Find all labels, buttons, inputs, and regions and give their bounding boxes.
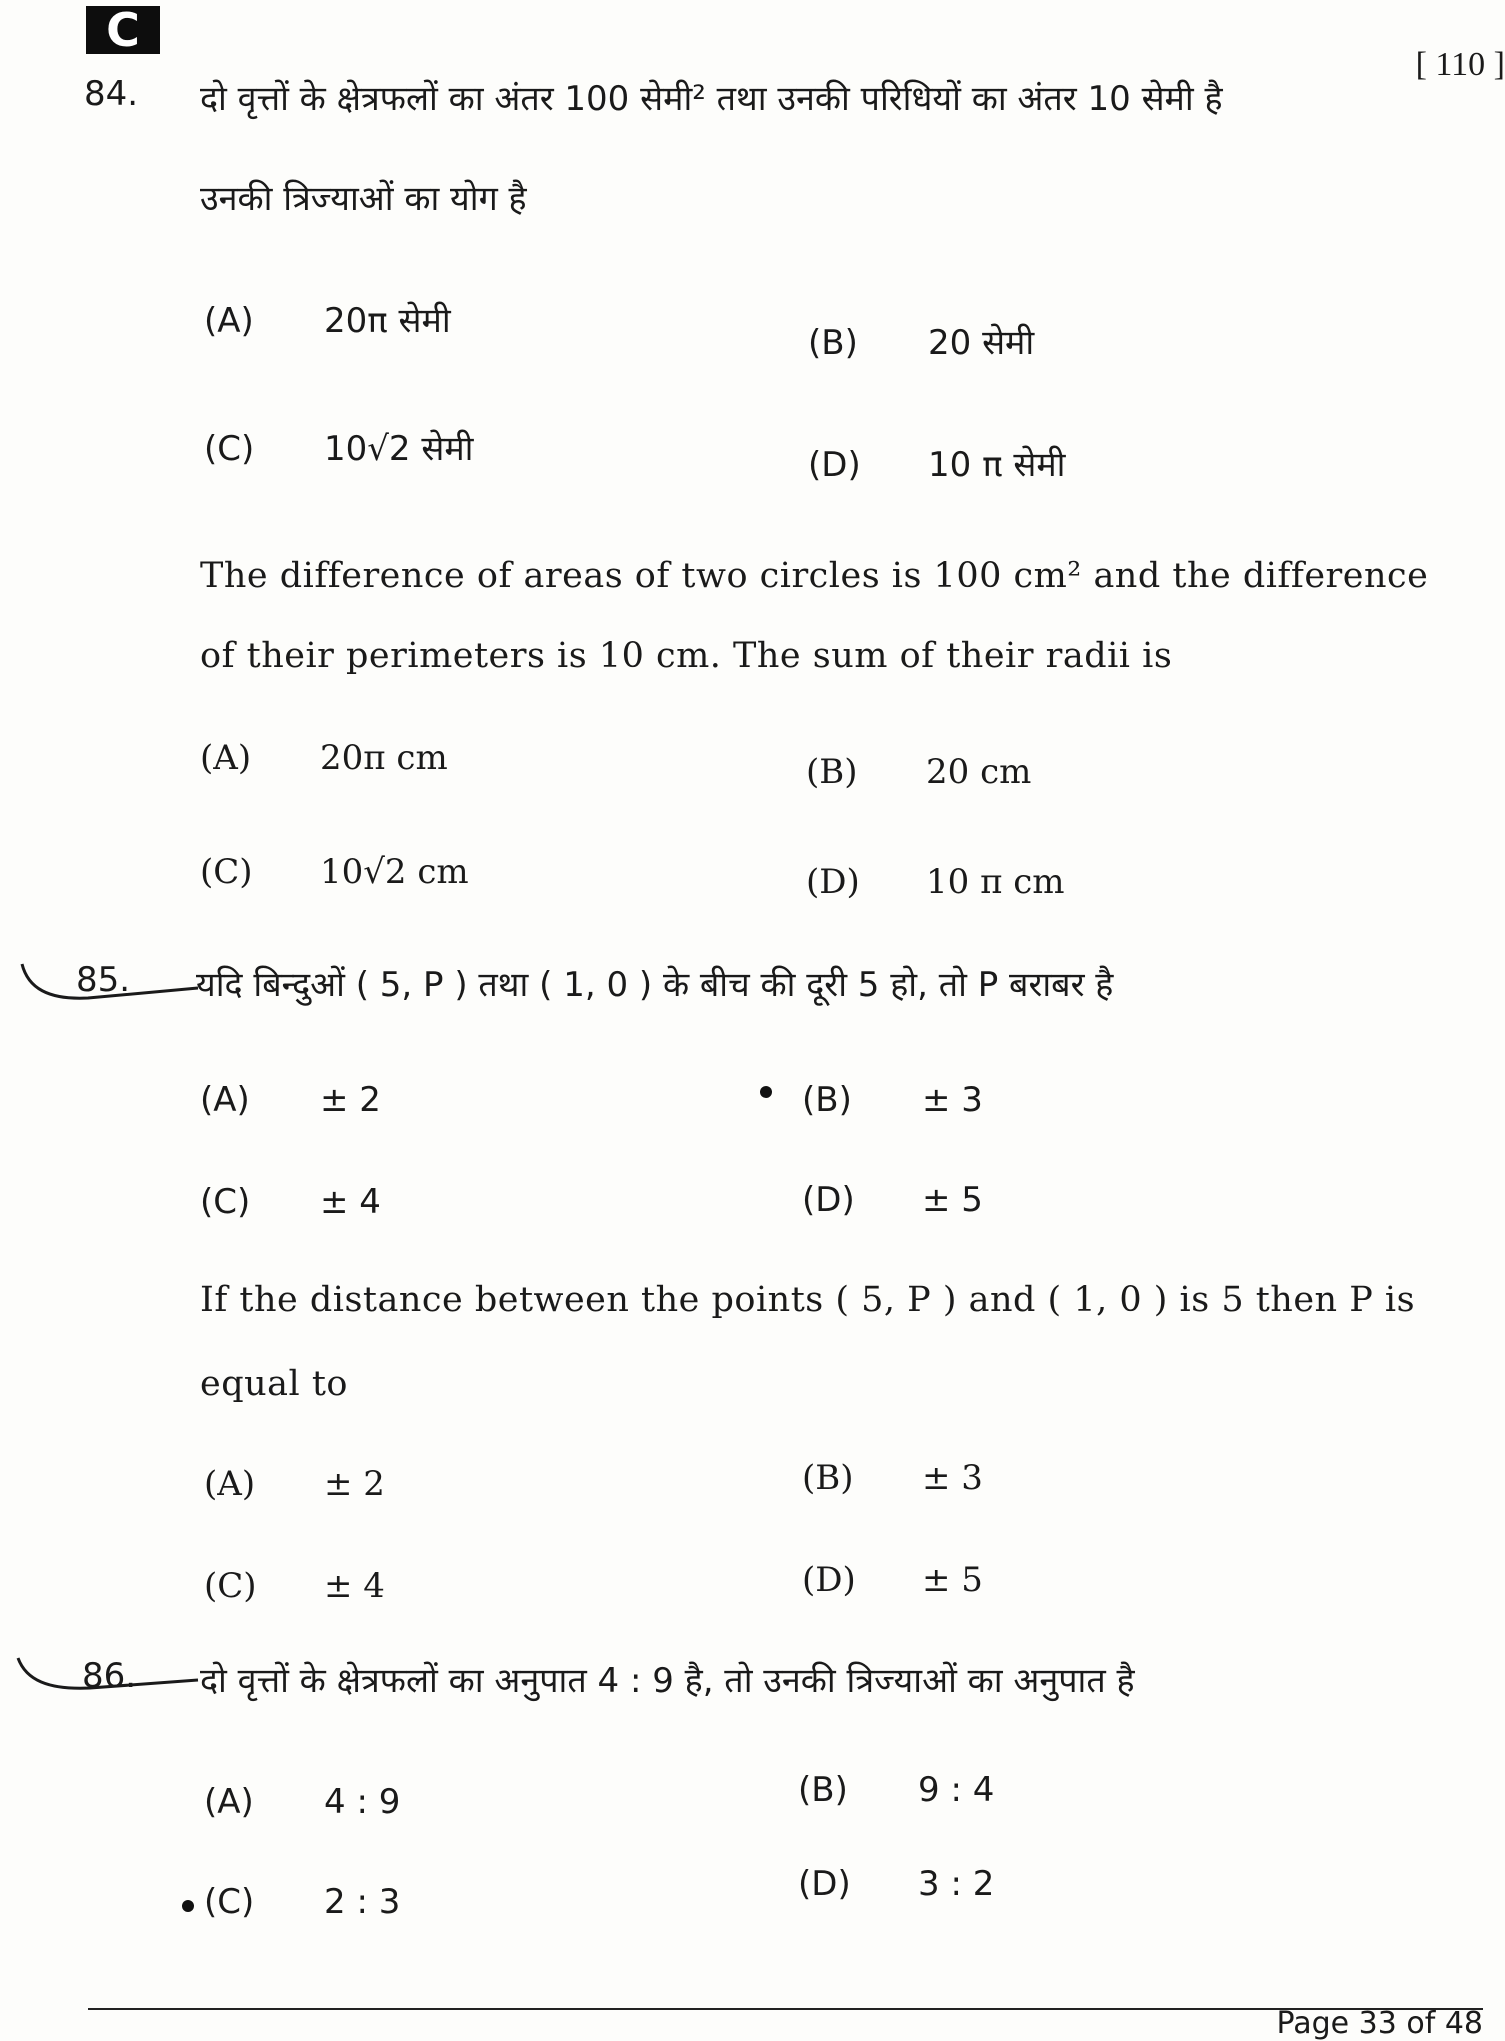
option-c[interactable]	[204, 1566, 385, 1606]
option-d[interactable]	[798, 1864, 994, 1904]
question-number: 84.	[84, 74, 139, 114]
option-d[interactable]	[806, 862, 1065, 902]
option-label: (D)	[802, 1180, 855, 1220]
question-text-hindi-cont: उनकी त्रिज्याओं का योग है	[200, 179, 527, 219]
question-text-hindi: दो वृत्तों के क्षेत्रफलों का अंतर 100 सेमी² तथा उनकी परिधियों का अंतर 10 सेमी है	[200, 79, 1223, 119]
option-b[interactable]	[802, 1080, 983, 1120]
option-a[interactable]	[200, 1080, 381, 1120]
option-c[interactable]	[200, 1182, 381, 1222]
option-label: (A)	[200, 738, 252, 778]
option-label: (D)	[802, 1560, 856, 1600]
option-text: 9 : 4	[918, 1770, 995, 1810]
option-label: (B)	[808, 323, 858, 363]
question-text-hindi: यदि बिन्दुओं ( 5, P ) तथा ( 1, 0 ) के बीच की दूरी 5 हो, तो P बराबर है	[196, 965, 1114, 1005]
option-d[interactable]	[802, 1180, 983, 1220]
option-text: ± 3	[922, 1080, 983, 1120]
option-text: 20 सेमी	[928, 323, 1035, 363]
question-number: 85.	[76, 960, 131, 1000]
option-b[interactable]	[808, 318, 1034, 364]
option-label: (D)	[798, 1864, 851, 1904]
option-text: 2 : 3	[324, 1882, 401, 1922]
option-label: (C)	[204, 1882, 255, 1922]
question-text-english-cont: of their perimeters is 10 cm. The sum of their radii is	[200, 636, 1173, 676]
option-b[interactable]	[798, 1770, 994, 1810]
option-b[interactable]	[802, 1458, 983, 1498]
answer-dot	[182, 1900, 194, 1912]
option-label: (C)	[200, 1182, 251, 1222]
option-label: (B)	[798, 1770, 848, 1810]
option-text: ± 5	[922, 1560, 983, 1600]
option-label: (B)	[802, 1080, 852, 1120]
set-code-badge: C	[86, 6, 160, 54]
option-label: (B)	[806, 752, 858, 792]
option-label: (A)	[204, 301, 254, 341]
option-label: (C)	[204, 429, 255, 469]
answer-dot	[760, 1086, 772, 1098]
option-label: (A)	[204, 1464, 256, 1504]
page-number: Page 33 of 48	[1276, 2006, 1483, 2041]
option-text: 20π cm	[320, 738, 448, 778]
question-text-hindi: दो वृत्तों के क्षेत्रफलों का अनुपात 4 : 9 है, तो उनकी त्रिज्याओं का अनुपात है	[200, 1661, 1135, 1701]
option-c[interactable]	[204, 424, 474, 470]
option-text: ± 2	[324, 1464, 385, 1504]
footer-divider	[88, 2008, 1483, 2010]
option-text: ± 5	[922, 1180, 983, 1220]
option-a[interactable]	[200, 738, 448, 778]
option-d[interactable]	[808, 440, 1065, 486]
option-text: 10√2 सेमी	[324, 429, 474, 469]
option-label: (C)	[200, 852, 253, 892]
option-a[interactable]	[204, 1464, 385, 1504]
option-text: ± 3	[922, 1458, 983, 1498]
question-text-english-cont: equal to	[200, 1364, 348, 1404]
question-text-english: The difference of areas of two circles is 100 cm² and the difference	[200, 556, 1429, 596]
option-text: ± 4	[320, 1182, 381, 1222]
option-c[interactable]	[204, 1882, 400, 1922]
option-c[interactable]	[200, 852, 469, 892]
option-d[interactable]	[802, 1560, 983, 1600]
option-a[interactable]	[204, 1782, 400, 1822]
option-label: (A)	[204, 1782, 254, 1822]
option-a[interactable]	[204, 296, 451, 342]
option-text: ± 4	[324, 1566, 385, 1606]
question-number: 86.	[82, 1656, 137, 1696]
total-marks: [ 110 ]	[1415, 46, 1505, 83]
option-label: (C)	[204, 1566, 257, 1606]
option-text: 4 : 9	[324, 1782, 401, 1822]
option-label: (D)	[806, 862, 860, 902]
option-label: (B)	[802, 1458, 854, 1498]
option-text: 20 cm	[926, 752, 1032, 792]
option-text: 10 π cm	[926, 862, 1065, 902]
option-text: ± 2	[320, 1080, 381, 1120]
option-text: 10 π सेमी	[928, 445, 1066, 485]
question-text-english: If the distance between the points ( 5, P ) and ( 1, 0 ) is 5 then P is	[200, 1280, 1416, 1320]
option-label: (D)	[808, 445, 861, 485]
option-text: 10√2 cm	[320, 852, 469, 892]
option-label: (A)	[200, 1080, 250, 1120]
option-text: 20π सेमी	[324, 301, 451, 341]
option-b[interactable]	[806, 752, 1031, 792]
option-text: 3 : 2	[918, 1864, 995, 1904]
